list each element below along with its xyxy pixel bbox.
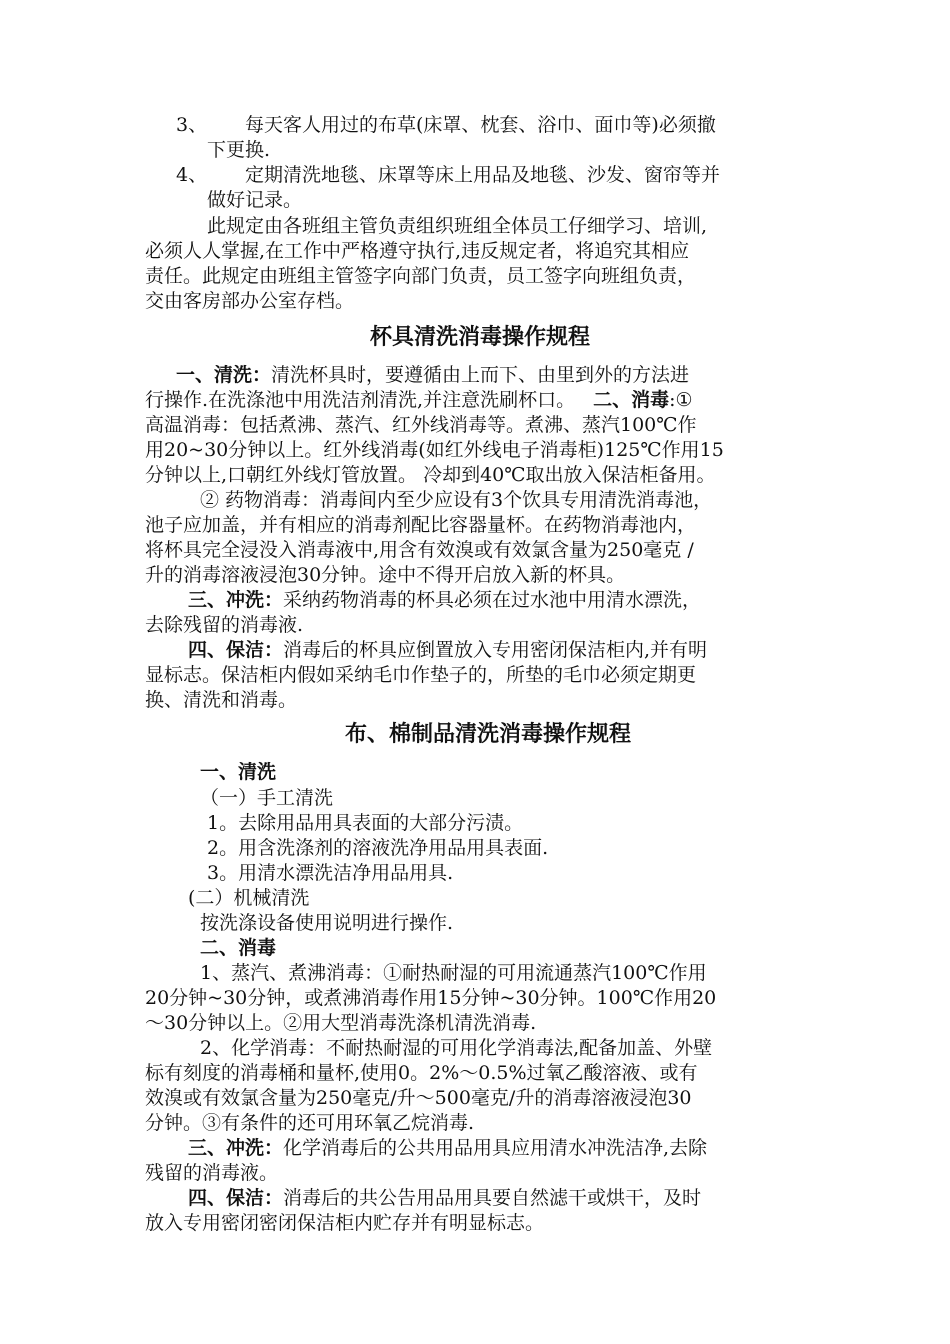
- paragraph-line: 责任。此规定由班组主管签字向部门负责，员工签字向班组负责，: [145, 265, 697, 287]
- section-heading: 一、清洗: [200, 761, 277, 783]
- paragraph-line: 换、清洗和消毒。: [145, 689, 298, 711]
- list-item-text: 每天客人用过的布草(床罩、枕套、浴巾、面巾等)必须撤: [245, 114, 716, 136]
- paragraph-line: 将杯具完全浸没入消毒液中,用含有效溴或有效氯含量为250毫克 /: [145, 539, 694, 561]
- section-heading: 四、保洁：: [188, 1187, 284, 1209]
- section-text: 采纳药物消毒的杯具必须在过水池中用清水漂洗，: [283, 589, 702, 611]
- paragraph-line: 1、蒸汽、煮沸消毒：①耐热耐湿的可用流通蒸汽100℃作用: [200, 962, 707, 984]
- section-text: 行操作.在洗涤池中用洗洁剂清洗,并注意洗刷杯口。: [145, 389, 576, 411]
- paragraph-line: 分钟以上,口朝红外线灯管放置。 冷却到40℃取出放入保洁柜备用。: [145, 464, 716, 486]
- section-heading: 一、清洗：: [176, 364, 272, 386]
- list-item-text: 做好记录。: [207, 189, 303, 211]
- list-item: 2。用含洗涤剂的溶液洗净用品用具表面.: [207, 837, 549, 859]
- paragraph-line: 升的消毒溶液浸泡30分钟。途中不得开启放入新的杯具。: [145, 564, 626, 586]
- paragraph-line: [188, 1186, 701, 1211]
- paragraph-line: 残留的消毒液。: [145, 1162, 279, 1184]
- paragraph-line: 交由客房部办公室存档。: [145, 290, 355, 312]
- list-item-text: 定期清洗地毯、床罩等床上用品及地毯、沙发、窗帘等并: [245, 164, 721, 186]
- paragraph-line: 效溴或有效氯含量为250毫克/升～500毫克/升的消毒溶液浸泡30: [145, 1087, 692, 1109]
- paragraph-line: 20分钟~30分钟，或煮沸消毒作用15分钟~30分钟。100℃作用20: [145, 987, 717, 1009]
- list-item: 3。用清水漂洗洁净用品用具.: [207, 862, 454, 884]
- paragraph-line: 用20~30分钟以上。红外线消毒(如红外线电子消毒柜)125℃作用15: [145, 439, 724, 461]
- list-item: 1。去除用品用具表面的大部分污渍。: [207, 812, 524, 834]
- paragraph-line: 此规定由各班组主管负责组织班组全体员工仔细学习、培训,: [207, 215, 708, 237]
- paragraph-line: [188, 1136, 707, 1161]
- list-item-text: 下更换.: [207, 139, 271, 161]
- paragraph-line: 按洗涤设备使用说明进行操作.: [200, 912, 454, 934]
- section-heading: 二、消毒: [200, 937, 277, 959]
- section-text: 消毒后的杯具应倒置放入专用密闭保洁柜内,并有明: [283, 639, 708, 661]
- paragraph-line: [188, 638, 707, 663]
- section-heading: 四、保洁：: [188, 639, 284, 661]
- section-text: 化学消毒后的公共用品用具应用清水冲洗洁净,去除: [283, 1137, 708, 1159]
- section-title: 杯具清洗消毒操作规程: [370, 325, 591, 350]
- section-text: :①: [669, 389, 693, 411]
- paragraph-line: 显标志。保洁柜内假如采纳毛巾作垫子的，所垫的毛巾必须定期更: [145, 664, 697, 686]
- section-heading: 二、消毒: [593, 389, 670, 411]
- paragraph-line: 放入专用密闭密闭保洁柜内贮存并有明显标志。: [145, 1212, 545, 1234]
- paragraph-line: 2、化学消毒：不耐热耐湿的可用化学消毒法,配备加盖、外壁: [200, 1037, 713, 1059]
- paragraph-line: [145, 388, 693, 413]
- section-text: 消毒后的共公告用品用具要自然滤干或烘干，及时: [283, 1187, 702, 1209]
- paragraph-line: 池子应加盖，并有相应的消毒剂配比容器量杯。在药物消毒池内，: [145, 514, 697, 536]
- list-number: 4、: [176, 164, 208, 186]
- paragraph-line: ～30分钟以上。②用大型消毒洗涤机清洗消毒.: [145, 1012, 537, 1034]
- paragraph-line: (二）机械清洗: [188, 887, 310, 909]
- paragraph-line: [188, 588, 701, 613]
- section-heading: 三、冲洗：: [188, 1137, 284, 1159]
- section-text: 清洗杯具时，要遵循由上而下、由里到外的方法进: [271, 364, 690, 386]
- paragraph-line: 必须人人掌握,在工作中严格遵守执行,违反规定者，将追究其相应: [145, 240, 690, 262]
- paragraph-line: 标有刻度的消毒桶和量杯,使用0。2%～0.5%过氧乙酸溶液、或有: [145, 1062, 698, 1084]
- paragraph-line: 分钟。③有条件的还可用环氧乙烷消毒.: [145, 1112, 475, 1134]
- paragraph-line: 高温消毒：包括煮沸、蒸汽、红外线消毒等。煮沸、蒸汽100℃作: [145, 414, 697, 436]
- paragraph-line: [176, 363, 689, 388]
- section-title: 布、棉制品清洗消毒操作规程: [345, 722, 632, 747]
- section-heading: 三、冲洗：: [188, 589, 284, 611]
- list-number: 3、: [176, 114, 208, 136]
- paragraph-line: 去除残留的消毒液.: [145, 614, 304, 636]
- paragraph-line: （一）手工清洗: [200, 787, 334, 809]
- paragraph-line: ② 药物消毒：消毒间内至少应设有3个饮具专用清洗消毒池，: [200, 489, 713, 511]
